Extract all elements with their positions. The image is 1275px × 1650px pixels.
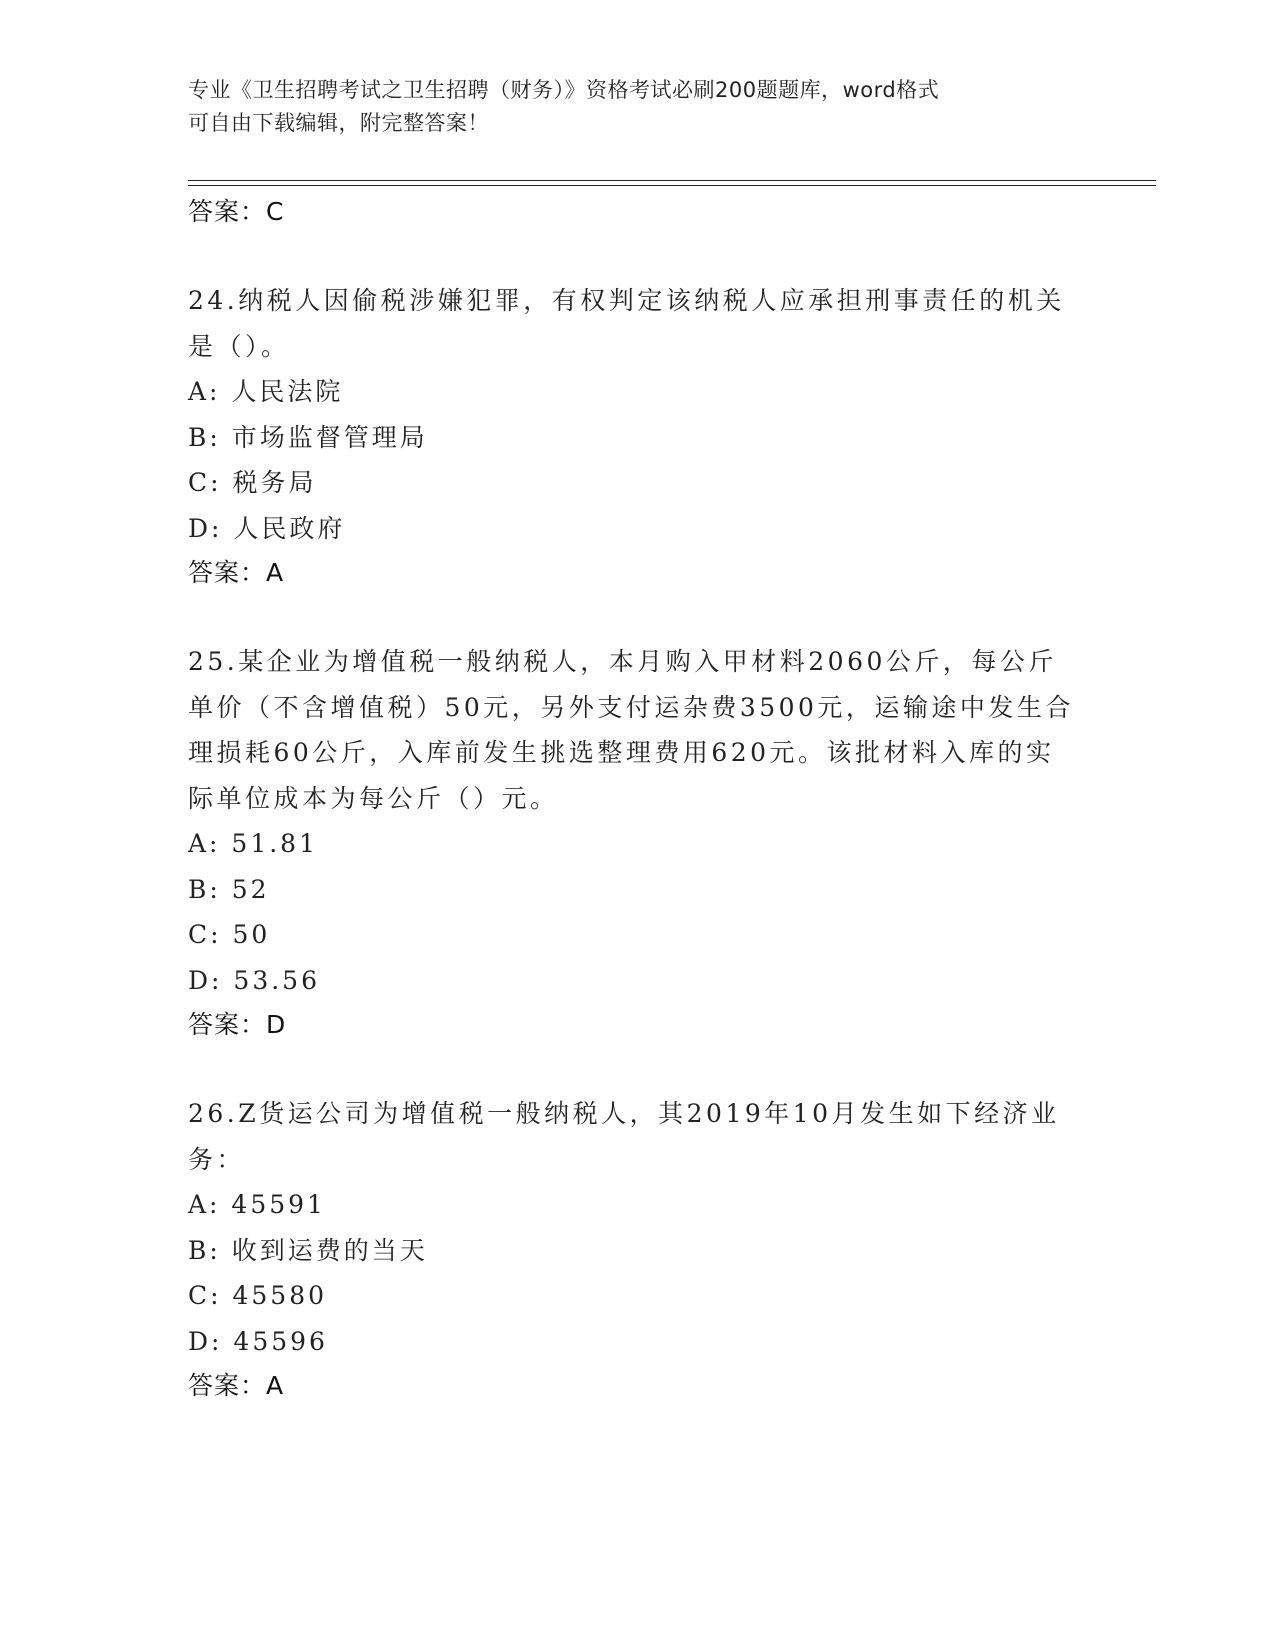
option-d: D: 53.56 xyxy=(188,965,320,995)
question-text-line: 25.某企业为增值税一般纳税人，本月购入甲材料2060公斤，每公斤 xyxy=(188,647,1057,676)
document-header xyxy=(188,74,1088,140)
option-b: B: 市场监督管理局 xyxy=(188,422,428,452)
answer-23: 答案：C xyxy=(188,197,285,226)
question-26 xyxy=(188,1091,1088,1408)
question-text-line: 是（）。 xyxy=(188,331,290,361)
option-c: C: 45580 xyxy=(188,1281,328,1310)
question-text-line: 务： xyxy=(188,1144,246,1174)
question-text-line: 理损耗60公斤，入库前发生挑选整理费用620元。该批材料入库的实 xyxy=(188,738,1055,767)
answer-25: 答案：D xyxy=(188,1010,287,1039)
question-text-line: 26.Z货运公司为增值税一般纳税人，其2019年10月发生如下经济业 xyxy=(188,1099,1060,1128)
answer-24: 答案：A xyxy=(188,558,285,587)
question-text-line: 24.纳税人因偷税涉嫌犯罪，有权判定该纳税人应承担刑事责任的机关 xyxy=(188,286,1065,315)
header-line-2: 可自由下载编辑，附完整答案！ xyxy=(188,111,489,135)
option-d: D: 人民政府 xyxy=(188,513,346,543)
option-c: C: 税务局 xyxy=(188,468,317,497)
answer-26: 答案：A xyxy=(188,1371,285,1400)
question-25 xyxy=(188,639,1088,1047)
option-c: C: 50 xyxy=(188,920,271,949)
question-text-line: 单价（不含增值税）50元，另外支付运杂费3500元，运输途中发生合 xyxy=(188,692,1074,722)
document-body xyxy=(188,190,1088,1408)
option-a: A: 人民法院 xyxy=(188,377,344,406)
question-24 xyxy=(188,278,1088,595)
question-text-line: 际单位成本为每公斤（）元。 xyxy=(188,783,559,813)
option-a: A: 45591 xyxy=(188,1190,326,1219)
header-divider-bottom xyxy=(188,185,1156,186)
option-b: B: 收到运费的当天 xyxy=(188,1235,428,1265)
option-a: A: 51.81 xyxy=(188,829,318,858)
header-line-1: 专业《卫生招聘考试之卫生招聘（财务）》资格考试必刷200题题库，word格式 xyxy=(188,78,940,102)
option-d: D: 45596 xyxy=(188,1326,328,1356)
option-b: B: 52 xyxy=(188,874,270,904)
header-divider-top xyxy=(188,180,1156,181)
